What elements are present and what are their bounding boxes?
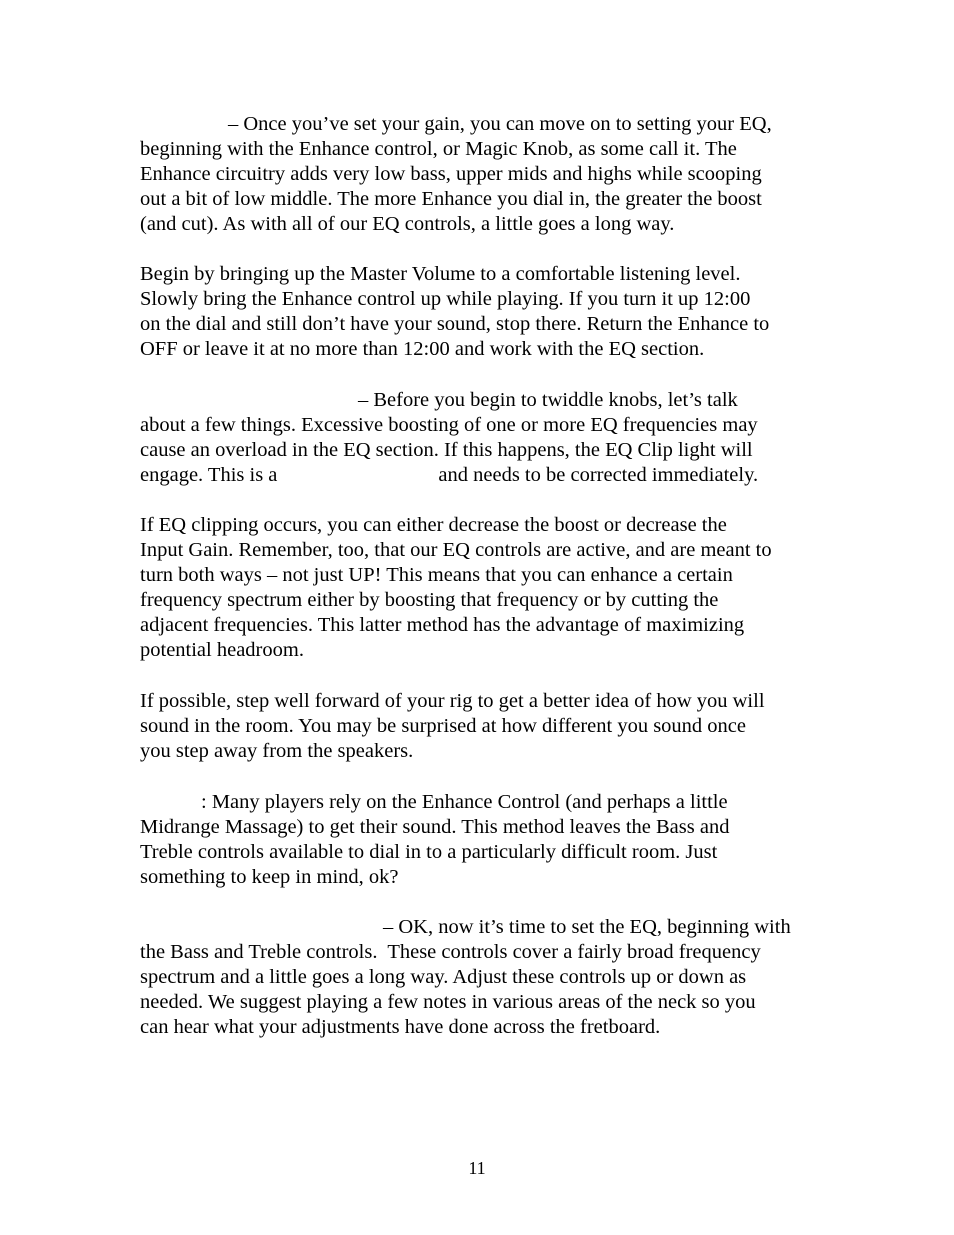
text-line: can hear what your adjustments have done across the fretboard. [140, 1016, 661, 1039]
text-line: If EQ clipping occurs, you can either decrease the boost or decrease the [140, 514, 727, 536]
text-line: (and cut). As with all of our EQ controls, a little goes a long way. [140, 213, 675, 236]
page-number: 11 [468, 1158, 486, 1178]
text-line: adjacent frequencies. This latter method has the advantage of maximizing [140, 614, 745, 637]
text-line: If possible, step well forward of your rig to get a better idea of how you will [140, 690, 765, 712]
text-line: frequency spectrum either by boosting that frequency or by cutting the [140, 589, 719, 612]
text-line: potential headroom. [140, 639, 304, 662]
paragraph-before-twiddle [140, 388, 820, 488]
text-line: cause an overload in the EQ section. If this happens, the EQ Clip light will [140, 439, 753, 462]
text-line: Begin by bringing up the Master Volume to a comfortable listening level. [140, 263, 741, 285]
text-segment: and needs to be corrected immediately. [438, 464, 759, 487]
text-line: – Once you’ve set your gain, you can move on to setting your EQ, [228, 113, 772, 135]
text-line: OFF or leave it at no more than 12:00 and work with the EQ section. [140, 338, 705, 361]
text-line: turn both ways – not just UP! This means that you can enhance a certain [140, 564, 733, 587]
text-line: Input Gain. Remember, too, that our EQ controls are active, and are meant to [140, 539, 772, 562]
text-line: – OK, now it’s time to set the EQ, beginning with [383, 916, 791, 938]
text-line: Slowly bring the Enhance control up while playing. If you turn it up 12:00 [140, 288, 751, 311]
paragraph-bass-treble [140, 915, 820, 1040]
text-line: Midrange Massage) to get their sound. This method leaves the Bass and [140, 816, 730, 839]
text-line: spectrum and a little goes a long way. Adjust these controls up or down as [140, 966, 747, 989]
paragraph-master-volume [140, 262, 820, 362]
text-line [140, 463, 820, 488]
text-line: about a few things. Excessive boosting of one or more EQ frequencies may [140, 414, 758, 437]
text-line: the Bass and Treble controls. These controls cover a fairly broad frequency [140, 941, 761, 964]
text-line: beginning with the Enhance control, or Magic Knob, as some call it. The [140, 138, 737, 161]
paragraph-tip [140, 790, 820, 890]
text-line: Treble controls available to dial in to a particularly difficult room. Just [140, 841, 718, 864]
text-line: on the dial and still don’t have your sound, stop there. Return the Enhance to [140, 313, 770, 336]
text-segment: engage. This is a [140, 464, 278, 487]
text-line: you step away from the speakers. [140, 740, 414, 763]
paragraph-step-forward [140, 689, 820, 764]
paragraph-eq-clipping [140, 513, 820, 664]
text-line: sound in the room. You may be surprised at how different you sound once [140, 715, 747, 738]
text-line: out a bit of low middle. The more Enhance you dial in, the greater the boost [140, 188, 762, 211]
paragraph-enhance [140, 112, 820, 237]
text-line: something to keep in mind, ok? [140, 866, 399, 889]
text-line: Enhance circuitry adds very low bass, upper mids and highs while scooping [140, 163, 762, 186]
text-line: needed. We suggest playing a few notes in various areas of the neck so you [140, 991, 756, 1014]
text-line: : Many players rely on the Enhance Control (and perhaps a little [201, 791, 728, 813]
text-line: – Before you begin to twiddle knobs, let’s talk [358, 389, 738, 411]
